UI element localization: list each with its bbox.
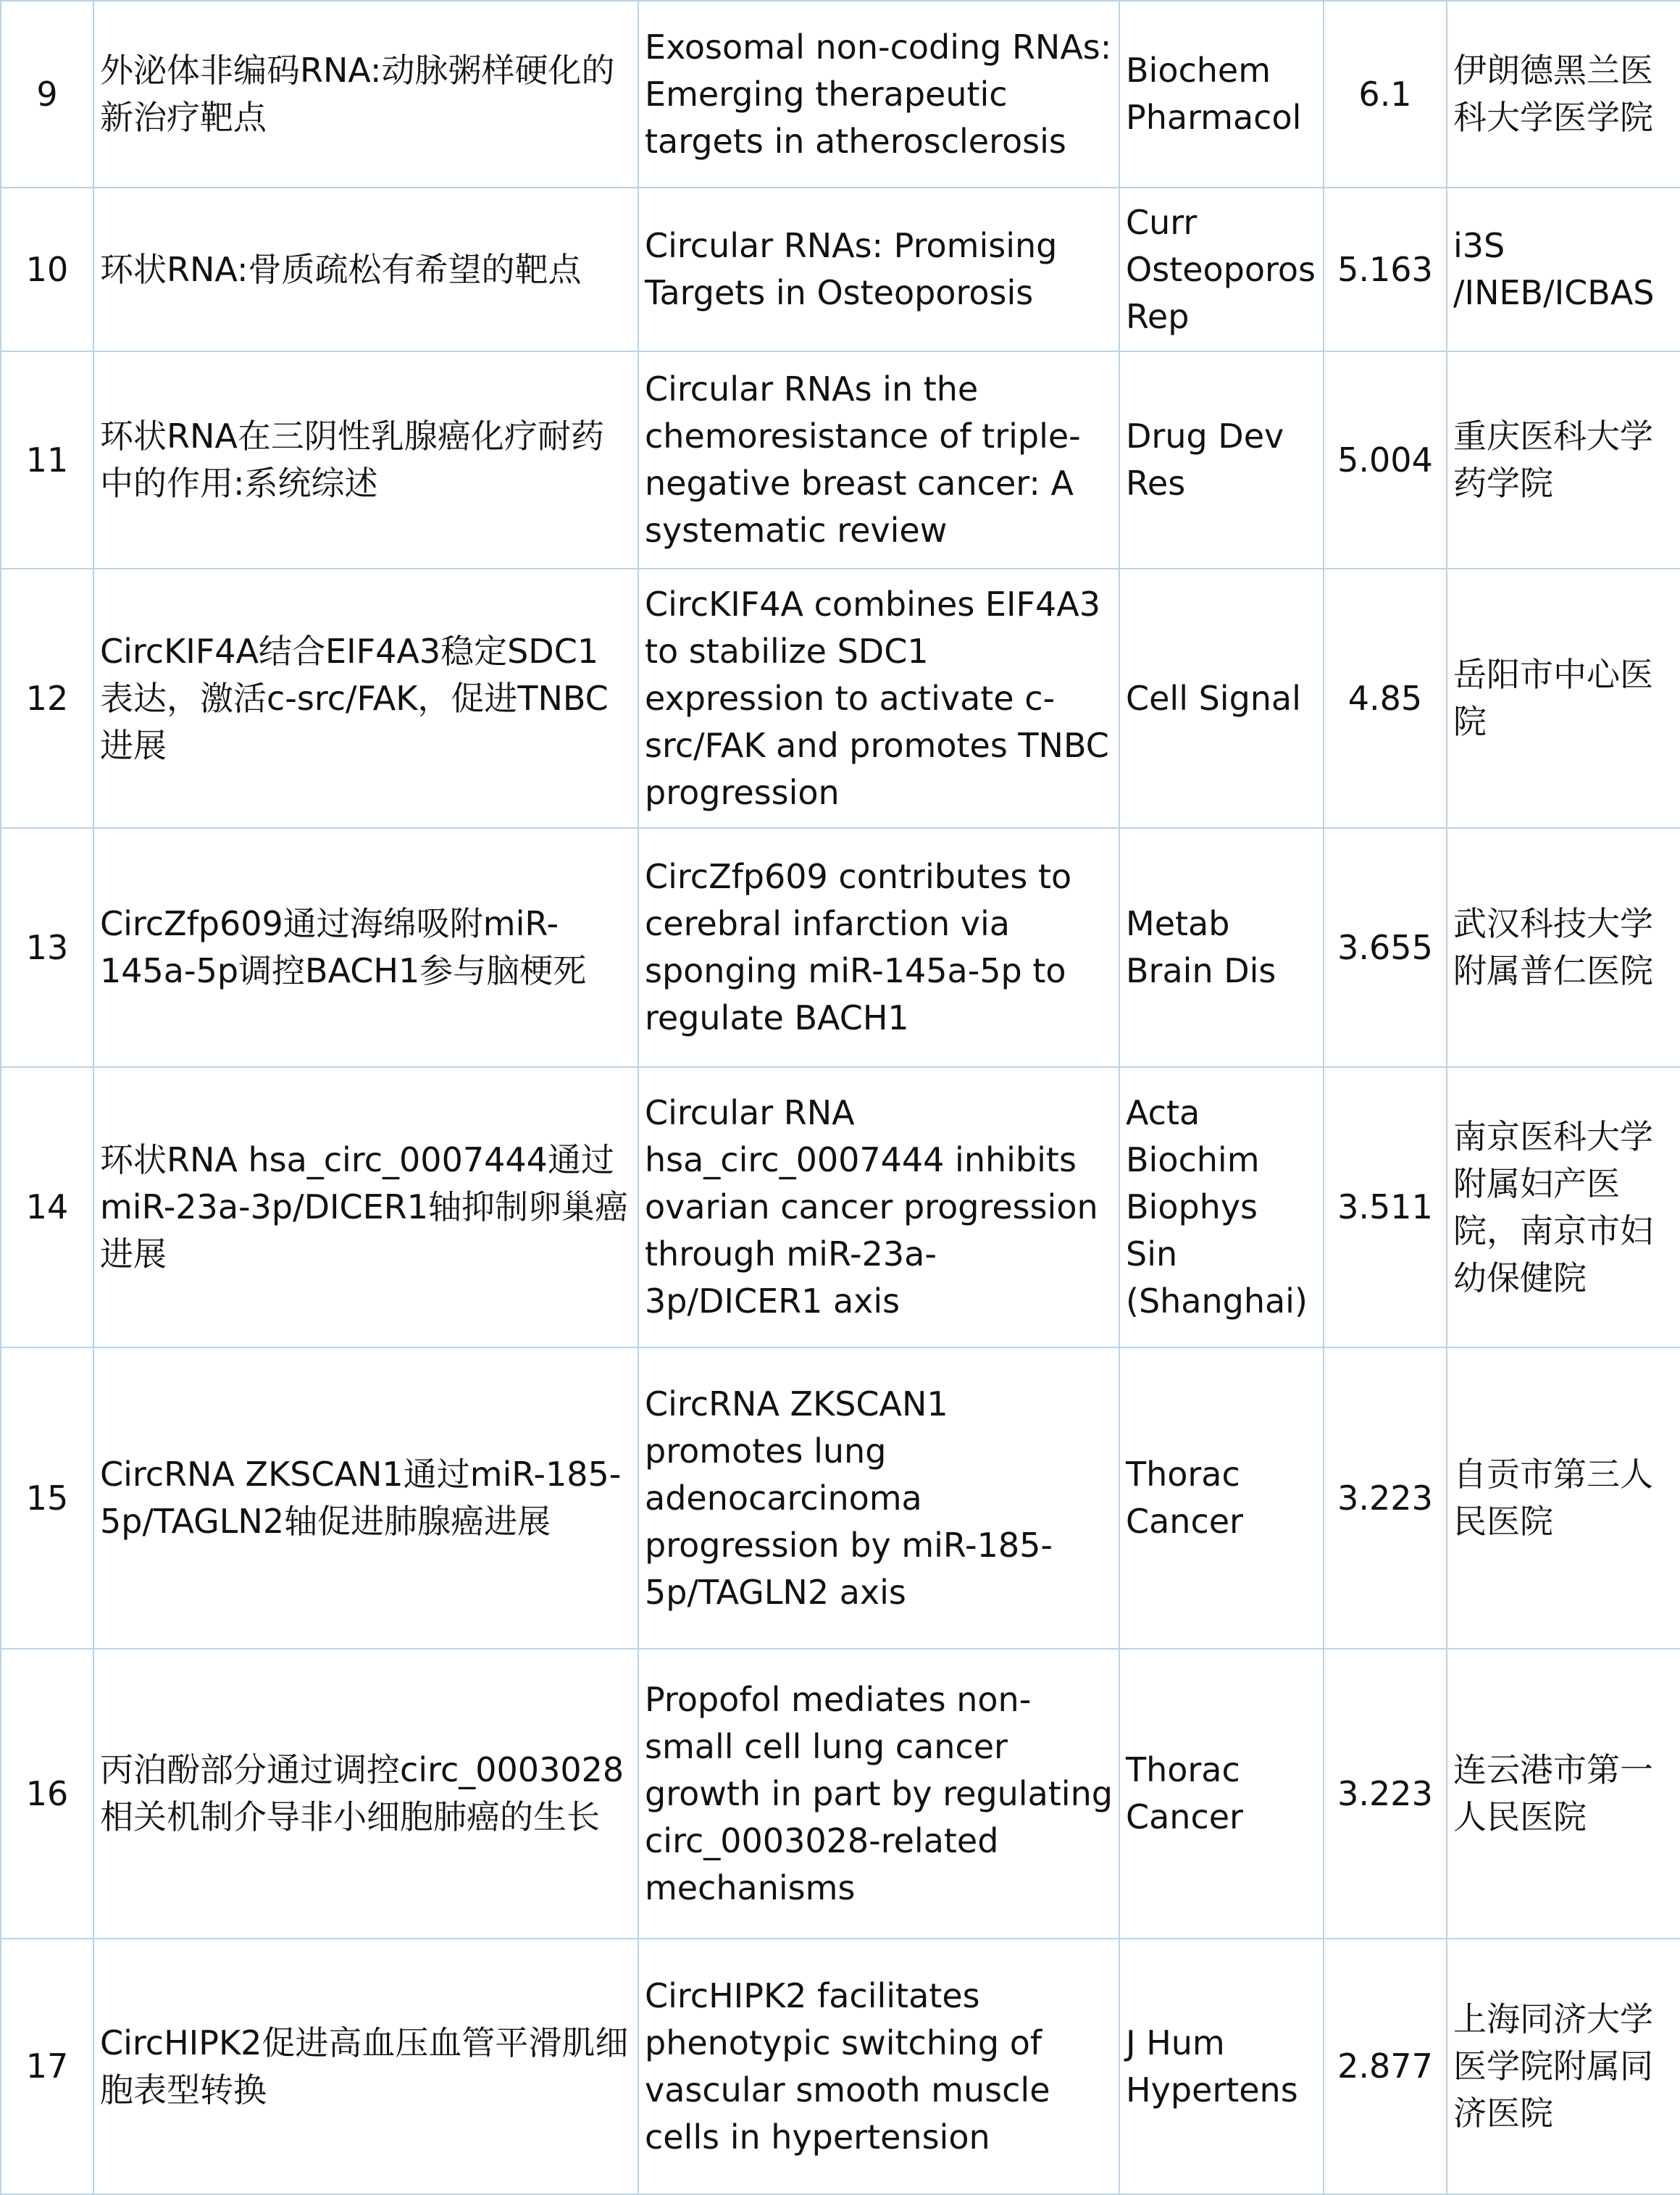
table-row	[1, 828, 1680, 1067]
impact-factor: 5.163	[1324, 188, 1447, 351]
chinese-title: 环状RNA:骨质疏松有希望的靶点	[93, 188, 638, 351]
journal-name: Thorac Cancer	[1119, 1347, 1324, 1649]
english-title: CircKIF4A combines EIF4A3 to stabilize SDC1 expression to activate c-src/FAK and promotes TNBC progression	[638, 569, 1119, 828]
row-number: 10	[1, 188, 93, 351]
row-number: 13	[1, 828, 93, 1067]
impact-factor: 5.004	[1324, 351, 1447, 569]
institution: 岳阳市中心医院	[1447, 569, 1680, 828]
chinese-title: CircZfp609通过海绵吸附miR-145a-5p调控BACH1参与脑梗死	[93, 828, 638, 1067]
table-row	[1, 569, 1680, 828]
impact-factor: 3.223	[1324, 1347, 1447, 1649]
chinese-title: CircHIPK2促进高血压血管平滑肌细胞表型转换	[93, 1939, 638, 2194]
journal-name: Thorac Cancer	[1119, 1649, 1324, 1939]
institution: 连云港市第一人民医院	[1447, 1649, 1680, 1939]
english-title: Circular RNA hsa_circ_0007444 inhibits ovarian cancer progression through miR-23a-3p/DICER1 axis	[638, 1067, 1119, 1347]
chinese-title: 环状RNA hsa_circ_0007444通过miR-23a-3p/DICER1轴抑制卵巢癌进展	[93, 1067, 638, 1347]
chinese-title: CircRNA ZKSCAN1通过miR-185-5p/TAGLN2轴促进肺腺癌进展	[93, 1347, 638, 1649]
institution: 重庆医科大学药学院	[1447, 351, 1680, 569]
impact-factor: 2.877	[1324, 1939, 1447, 2194]
table-row	[1, 1, 1680, 188]
table-row	[1, 188, 1680, 351]
row-number: 15	[1, 1347, 93, 1649]
journal-name: J Hum Hypertens	[1119, 1939, 1324, 2194]
journal-name: Cell Signal	[1119, 569, 1324, 828]
institution: 自贡市第三人民医院	[1447, 1347, 1680, 1649]
english-title: Exosomal non-coding RNAs: Emerging therapeutic targets in atherosclerosis	[638, 1, 1119, 188]
impact-factor: 3.511	[1324, 1067, 1447, 1347]
impact-factor: 4.85	[1324, 569, 1447, 828]
institution: 伊朗德黑兰医科大学医学院	[1447, 1, 1680, 188]
journal-name: Drug Dev Res	[1119, 351, 1324, 569]
row-number: 17	[1, 1939, 93, 2194]
impact-factor: 3.655	[1324, 828, 1447, 1067]
journal-name: Curr Osteoporos Rep	[1119, 188, 1324, 351]
row-number: 16	[1, 1649, 93, 1939]
chinese-title: CircKIF4A结合EIF4A3稳定SDC1表达，激活c-src/FAK，促进TNBC进展	[93, 569, 638, 828]
english-title: Circular RNAs in the chemoresistance of triple-negative breast cancer: A systematic review	[638, 351, 1119, 569]
english-title: Circular RNAs: Promising Targets in Osteoporosis	[638, 188, 1119, 351]
english-title: CircRNA ZKSCAN1 promotes lung adenocarcinoma progression by miR-185-5p/TAGLN2 axis	[638, 1347, 1119, 1649]
table-row	[1, 1939, 1680, 2194]
impact-factor: 3.223	[1324, 1649, 1447, 1939]
row-number: 11	[1, 351, 93, 569]
institution: 南京医科大学附属妇产医院，南京市妇幼保健院	[1447, 1067, 1680, 1347]
table-body	[1, 1, 1680, 2194]
table-row	[1, 1347, 1680, 1649]
impact-factor: 6.1	[1324, 1, 1447, 188]
row-number: 12	[1, 569, 93, 828]
journal-name: Acta Biochim Biophys Sin (Shanghai)	[1119, 1067, 1324, 1347]
institution: 上海同济大学医学院附属同济医院	[1447, 1939, 1680, 2194]
table-row	[1, 1649, 1680, 1939]
institution: i3S /INEB/ICBAS	[1447, 188, 1680, 351]
row-number: 14	[1, 1067, 93, 1347]
chinese-title: 环状RNA在三阴性乳腺癌化疗耐药中的作用:系统综述	[93, 351, 638, 569]
institution: 武汉科技大学附属普仁医院	[1447, 828, 1680, 1067]
english-title: CircHIPK2 facilitates phenotypic switching of vascular smooth muscle cells in hypertension	[638, 1939, 1119, 2194]
table-row	[1, 1067, 1680, 1347]
journal-name: Biochem Pharmacol	[1119, 1, 1324, 188]
english-title: CircZfp609 contributes to cerebral infarction via sponging miR-145a-5p to regulate BACH1	[638, 828, 1119, 1067]
row-number: 9	[1, 1, 93, 188]
chinese-title: 丙泊酚部分通过调控circ_0003028相关机制介导非小细胞肺癌的生长	[93, 1649, 638, 1939]
chinese-title: 外泌体非编码RNA:动脉粥样硬化的新治疗靶点	[93, 1, 638, 188]
table-row	[1, 351, 1680, 569]
english-title: Propofol mediates non-small cell lung cancer growth in part by regulating circ_0003028-related mechanisms	[638, 1649, 1119, 1939]
journal-name: Metab Brain Dis	[1119, 828, 1324, 1067]
